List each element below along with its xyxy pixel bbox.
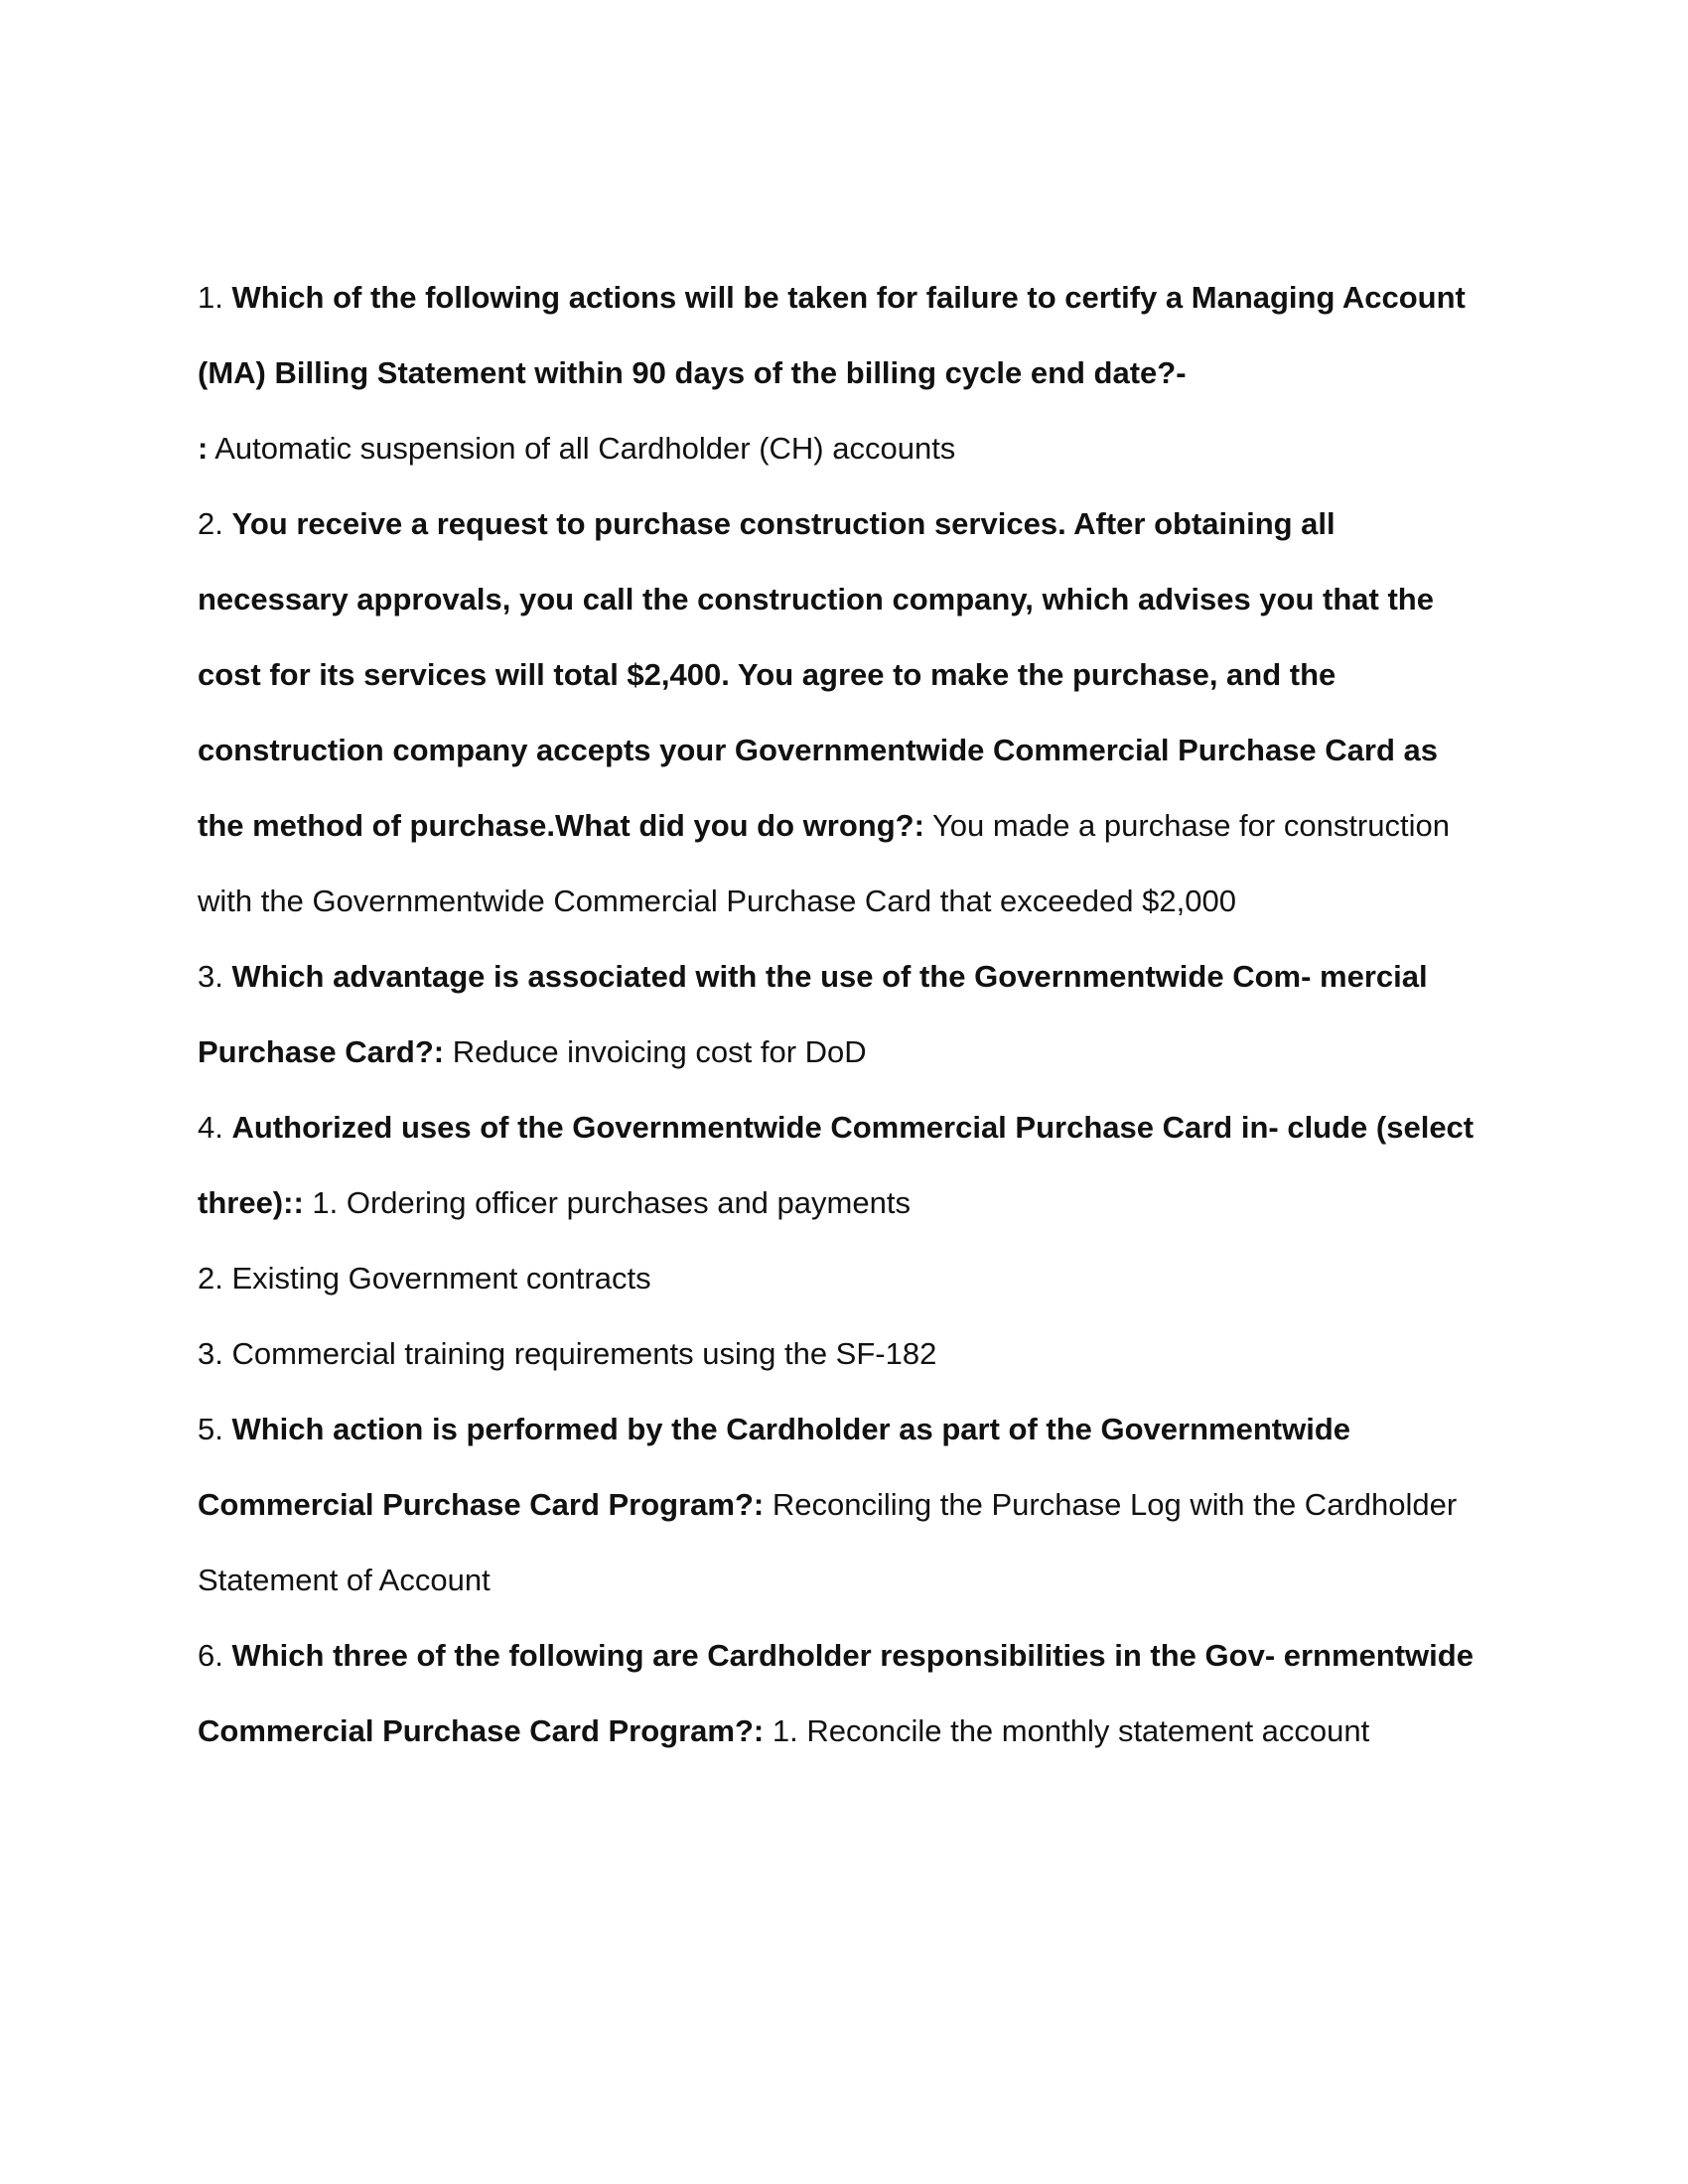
document-body	[198, 260, 1488, 1769]
question-number: 3.	[198, 959, 223, 994]
answer-text: You made a purchase for construction with the Governmentwide Commercial Purchase Card that exceeded $2,000	[198, 808, 1450, 918]
question-text: Which action is performed by the Cardholder as part of the Governmentwide Commercial Purchase Card Program?:	[198, 1412, 1350, 1522]
answer-text: 1. Reconcile the monthly statement account	[772, 1713, 1370, 1748]
question-text: Which three of the following are Cardholder responsibilities in the Gov- ernmentwide Commercial Purchase Card Program?:	[198, 1638, 1474, 1748]
question-number: 2.	[198, 506, 223, 541]
question-3	[198, 939, 1488, 1090]
answer-text: Reduce invoicing cost for DoD	[452, 1034, 867, 1069]
question-2	[198, 486, 1488, 939]
answer-separator: :	[198, 431, 209, 466]
question-4	[198, 1090, 1488, 1241]
question-number: 1.	[198, 280, 223, 315]
answer-text: Reconciling the Purchase Log with the Cardholder Statement of Account	[198, 1487, 1458, 1597]
question-number: 5.	[198, 1412, 223, 1446]
answer-text: Automatic suspension of all Cardholder (CH) accounts	[214, 431, 956, 466]
answer-line: 2. Existing Government contracts	[198, 1261, 651, 1296]
question-text: Authorized uses of the Governmentwide Commercial Purchase Card in- clude (select three)::	[198, 1110, 1475, 1220]
question-number: 6.	[198, 1638, 223, 1673]
question-text: You receive a request to purchase construction services. After obtaining all necessary approvals, you call the construction company, which advises you that the cost for its services will total $2,400. You agree to make the purchase, and the construction company accepts your Governmentwide Commercial Purchase Card as the method of purchase.What did you do wrong?:	[198, 506, 1439, 843]
question-text: Which of the following actions will be taken for failure to certify a Managing Account (MA) Billing Statement within 90 days of the billing cycle end date?-	[198, 280, 1466, 390]
question-6	[198, 1618, 1488, 1769]
answer-text: 1. Ordering officer purchases and payments	[312, 1185, 911, 1220]
question-number: 4.	[198, 1110, 223, 1145]
question-1	[198, 260, 1488, 486]
answer-line: 3. Commercial training requirements using the SF-182	[198, 1336, 937, 1371]
question-5	[198, 1392, 1488, 1618]
question-text: Which advantage is associated with the use of the Governmentwide Com- mercial Purchase Card?:	[198, 959, 1428, 1069]
